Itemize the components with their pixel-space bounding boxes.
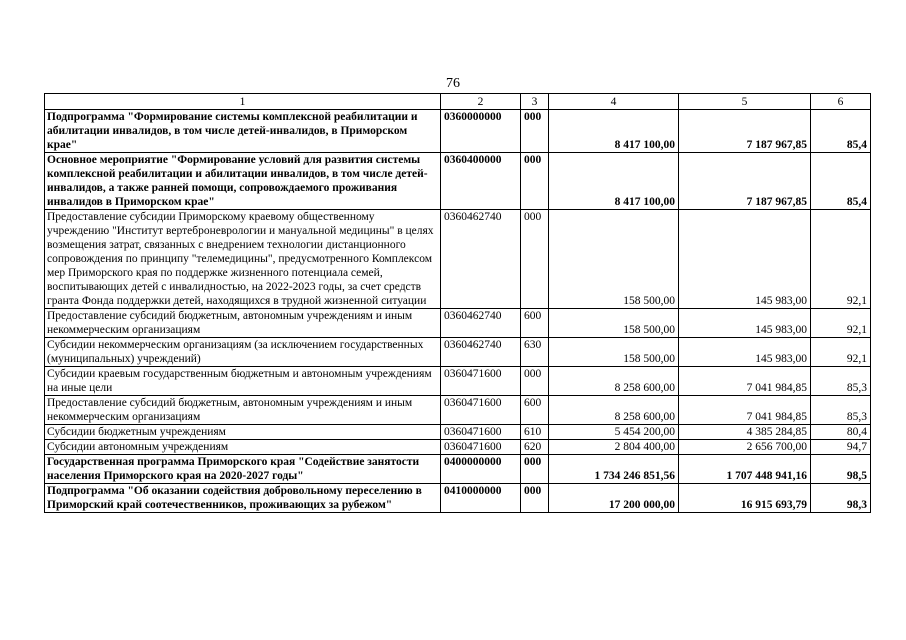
header-row bbox=[45, 94, 871, 110]
row-fact-cell: 7 041 984,85 bbox=[679, 396, 811, 425]
row-code-cell: 0360400000 bbox=[441, 153, 521, 210]
row-plan-cell: 158 500,00 bbox=[549, 210, 679, 309]
row-plan-cell: 2 804 400,00 bbox=[549, 440, 679, 455]
row-fact-cell: 145 983,00 bbox=[679, 309, 811, 338]
row-plan-cell: 8 417 100,00 bbox=[549, 153, 679, 210]
row-plan-cell: 5 454 200,00 bbox=[549, 425, 679, 440]
column-header: 1 bbox=[45, 94, 441, 110]
row-name-cell: Подпрограмма "Об оказании содействия добровольному переселению в Приморский край соотечественников, проживающих за рубежом" bbox=[45, 484, 441, 513]
row-name-cell: Предоставление субсидий бюджетным, автономным учреждениям и иным некоммерческим организациям bbox=[45, 396, 441, 425]
table-row bbox=[45, 338, 871, 367]
row-percent-cell: 94,7 bbox=[811, 440, 871, 455]
row-name-cell: Государственная программа Приморского края "Содействие занятости населения Приморского края на 2020-2027 годы" bbox=[45, 455, 441, 484]
row-plan-cell: 8 417 100,00 bbox=[549, 110, 679, 153]
row-code-cell: 0360462740 bbox=[441, 210, 521, 309]
row-percent-cell: 85,4 bbox=[811, 110, 871, 153]
row-code-cell: 0360471600 bbox=[441, 367, 521, 396]
row-percent-cell: 85,3 bbox=[811, 367, 871, 396]
row-type-cell: 620 bbox=[521, 440, 549, 455]
row-fact-cell: 145 983,00 bbox=[679, 210, 811, 309]
row-name-cell: Субсидии автономным учреждениям bbox=[45, 440, 441, 455]
row-fact-cell: 145 983,00 bbox=[679, 338, 811, 367]
column-header: 4 bbox=[549, 94, 679, 110]
row-type-cell: 630 bbox=[521, 338, 549, 367]
row-type-cell: 000 bbox=[521, 484, 549, 513]
row-plan-cell: 158 500,00 bbox=[549, 338, 679, 367]
row-fact-cell: 16 915 693,79 bbox=[679, 484, 811, 513]
table-row bbox=[45, 425, 871, 440]
row-code-cell: 0360471600 bbox=[441, 396, 521, 425]
row-code-cell: 0360471600 bbox=[441, 425, 521, 440]
row-percent-cell: 92,1 bbox=[811, 309, 871, 338]
row-type-cell: 600 bbox=[521, 396, 549, 425]
row-type-cell: 000 bbox=[521, 455, 549, 484]
row-type-cell: 610 bbox=[521, 425, 549, 440]
row-percent-cell: 85,3 bbox=[811, 396, 871, 425]
table-row bbox=[45, 210, 871, 309]
row-percent-cell: 98,3 bbox=[811, 484, 871, 513]
row-code-cell: 0410000000 bbox=[441, 484, 521, 513]
column-header: 5 bbox=[679, 94, 811, 110]
row-name-cell: Основное мероприятие "Формирование условий для развития системы комплексной реабилитации и абилитации инвалидов, в том числе детей-инвалидов, а также ранней помощи, сопровождаемого проживания инвалидов в Приморском крае" bbox=[45, 153, 441, 210]
row-name-cell: Субсидии краевым государственным бюджетным и автономным учреждениям на иные цели bbox=[45, 367, 441, 396]
row-fact-cell: 7 187 967,85 bbox=[679, 153, 811, 210]
table-row bbox=[45, 396, 871, 425]
table-row bbox=[45, 309, 871, 338]
table-row bbox=[45, 455, 871, 484]
table-row bbox=[45, 110, 871, 153]
row-fact-cell: 1 707 448 941,16 bbox=[679, 455, 811, 484]
row-type-cell: 000 bbox=[521, 153, 549, 210]
row-plan-cell: 8 258 600,00 bbox=[549, 367, 679, 396]
row-fact-cell: 7 041 984,85 bbox=[679, 367, 811, 396]
page-number: 76 bbox=[446, 76, 460, 91]
row-code-cell: 0360471600 bbox=[441, 440, 521, 455]
row-name-cell: Субсидии некоммерческим организациям (за исключением государственных (муниципальных) учреждений) bbox=[45, 338, 441, 367]
budget-table bbox=[44, 93, 871, 513]
row-type-cell: 000 bbox=[521, 110, 549, 153]
row-plan-cell: 158 500,00 bbox=[549, 309, 679, 338]
row-percent-cell: 92,1 bbox=[811, 338, 871, 367]
row-plan-cell: 1 734 246 851,56 bbox=[549, 455, 679, 484]
row-type-cell: 600 bbox=[521, 309, 549, 338]
row-type-cell: 000 bbox=[521, 367, 549, 396]
row-fact-cell: 4 385 284,85 bbox=[679, 425, 811, 440]
column-header: 3 bbox=[521, 94, 549, 110]
row-code-cell: 0400000000 bbox=[441, 455, 521, 484]
column-header: 6 bbox=[811, 94, 871, 110]
row-percent-cell: 80,4 bbox=[811, 425, 871, 440]
row-type-cell: 000 bbox=[521, 210, 549, 309]
row-name-cell: Предоставление субсидии Приморскому краевому общественному учреждению "Институт вертеброневрологии и мануальной медицины" в целях возмещения затрат, связанных с внедрением технологии дистанционного сопровождения по принципу "телемедицины", предусмотренного Комплексом мер Приморского края по поддержке жизненного потенциала семей, воспитывающих детей с инвалидностью, на 2022-2023 годы, за счет средств гранта Фонда поддержки детей, находящихся в трудной жизненной ситуации bbox=[45, 210, 441, 309]
row-name-cell: Субсидии бюджетным учреждениям bbox=[45, 425, 441, 440]
row-plan-cell: 8 258 600,00 bbox=[549, 396, 679, 425]
column-header: 2 bbox=[441, 94, 521, 110]
table-row bbox=[45, 484, 871, 513]
row-percent-cell: 98,5 bbox=[811, 455, 871, 484]
row-fact-cell: 7 187 967,85 bbox=[679, 110, 811, 153]
row-name-cell: Предоставление субсидий бюджетным, автономным учреждениям и иным некоммерческим организациям bbox=[45, 309, 441, 338]
row-fact-cell: 2 656 700,00 bbox=[679, 440, 811, 455]
row-percent-cell: 85,4 bbox=[811, 153, 871, 210]
table-row bbox=[45, 440, 871, 455]
row-code-cell: 0360462740 bbox=[441, 309, 521, 338]
row-percent-cell: 92,1 bbox=[811, 210, 871, 309]
row-plan-cell: 17 200 000,00 bbox=[549, 484, 679, 513]
table-row bbox=[45, 153, 871, 210]
row-code-cell: 0360462740 bbox=[441, 338, 521, 367]
row-name-cell: Подпрограмма "Формирование системы комплексной реабилитации и абилитации инвалидов, в том числе детей-инвалидов, в Приморском крае" bbox=[45, 110, 441, 153]
row-code-cell: 0360000000 bbox=[441, 110, 521, 153]
table-row bbox=[45, 367, 871, 396]
